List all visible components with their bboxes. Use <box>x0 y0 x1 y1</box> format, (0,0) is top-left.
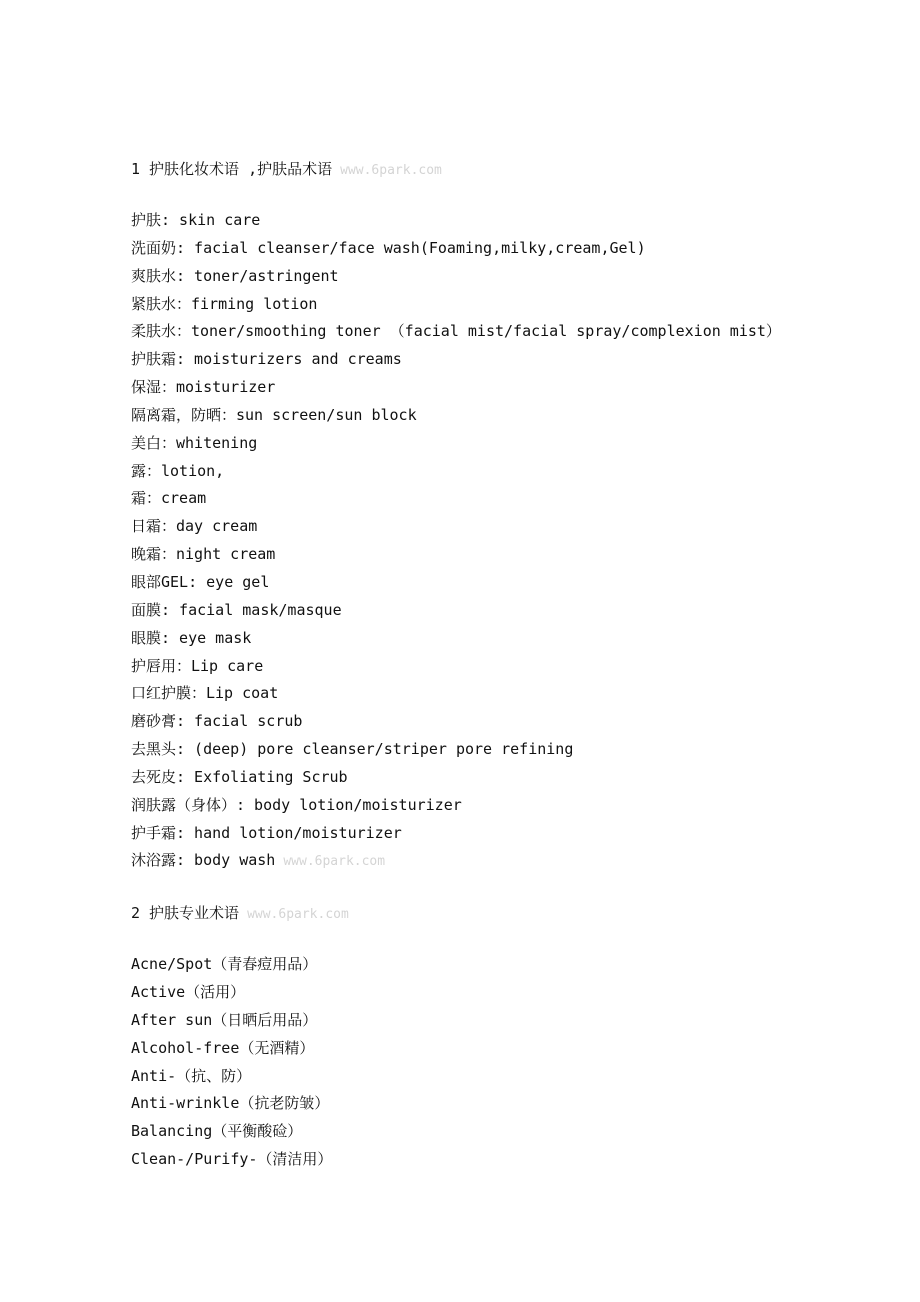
list-item: 柔肤水：toner/smoothing toner （facial mist/facial spray/complexion mist） <box>131 322 781 341</box>
section-1-list <box>131 207 891 875</box>
list-item <box>131 847 891 875</box>
list-item: Alcohol-free（无酒精） <box>131 1038 315 1057</box>
document-page <box>131 158 891 1174</box>
list-item: Acne/Spot（青春痘用品） <box>131 955 318 974</box>
list-item: 紧肤水：firming lotion <box>131 294 318 313</box>
list-item: 面膜: facial mask/masque <box>131 600 342 619</box>
watermark: www.6park.com <box>340 163 442 178</box>
list-item: 洗面奶: facial cleanser/face wash(Foaming,milky,cream,Gel) <box>131 238 646 257</box>
list-item-text: 沐浴露: body wash <box>131 851 276 870</box>
section-2-heading <box>131 902 891 924</box>
list-item: After sun（日晒后用品） <box>131 1010 318 1029</box>
list-item: 去死皮: Exfoliating Scrub <box>131 767 348 786</box>
list-item: 眼膜: eye mask <box>131 628 252 647</box>
list-item: 护肤霜: moisturizers and creams <box>131 350 402 369</box>
list-item: Anti-（抗、防） <box>131 1066 252 1085</box>
list-item: 护唇用：Lip care <box>131 656 264 675</box>
section-1-title: 1 护肤化妆术语 ,护肤品术语 <box>131 160 333 178</box>
watermark: www.6park.com <box>247 907 349 923</box>
list-item: 口红护膜：Lip coat <box>131 684 279 703</box>
section-1-heading <box>131 158 891 180</box>
list-item: 去黑头: (deep) pore cleanser/striper pore refining <box>131 740 574 759</box>
section-2-title: 2 护肤专业术语 <box>131 904 240 923</box>
list-item: Anti-wrinkle（抗老防皱） <box>131 1094 330 1113</box>
list-item: Balancing（平衡酸硷） <box>131 1122 303 1141</box>
list-item: 露：lotion, <box>131 461 225 480</box>
list-item: 眼部GEL: eye gel <box>131 572 270 591</box>
list-item: 磨砂膏: facial scrub <box>131 712 303 731</box>
list-item: 晚霜：night cream <box>131 545 276 564</box>
list-item: 日霜：day cream <box>131 517 258 536</box>
list-item: 隔离霜，防晒：sun screen/sun block <box>131 405 417 424</box>
watermark: www.6park.com <box>283 854 386 870</box>
list-item: 护手霜: hand lotion/moisturizer <box>131 823 402 842</box>
list-item: 保湿：moisturizer <box>131 378 276 397</box>
list-item: 爽肤水: toner/astringent <box>131 266 339 285</box>
list-item: 护肤: skin care <box>131 211 261 229</box>
list-item: 霜：cream <box>131 489 207 508</box>
list-item: 美白：whitening <box>131 433 258 452</box>
list-item: Active（活用） <box>131 983 246 1002</box>
section-2-list <box>131 951 891 1174</box>
list-item: Clean-/Purify-（清洁用） <box>131 1150 333 1169</box>
list-item: 润肤露（身体）: body lotion/moisturizer <box>131 795 462 814</box>
